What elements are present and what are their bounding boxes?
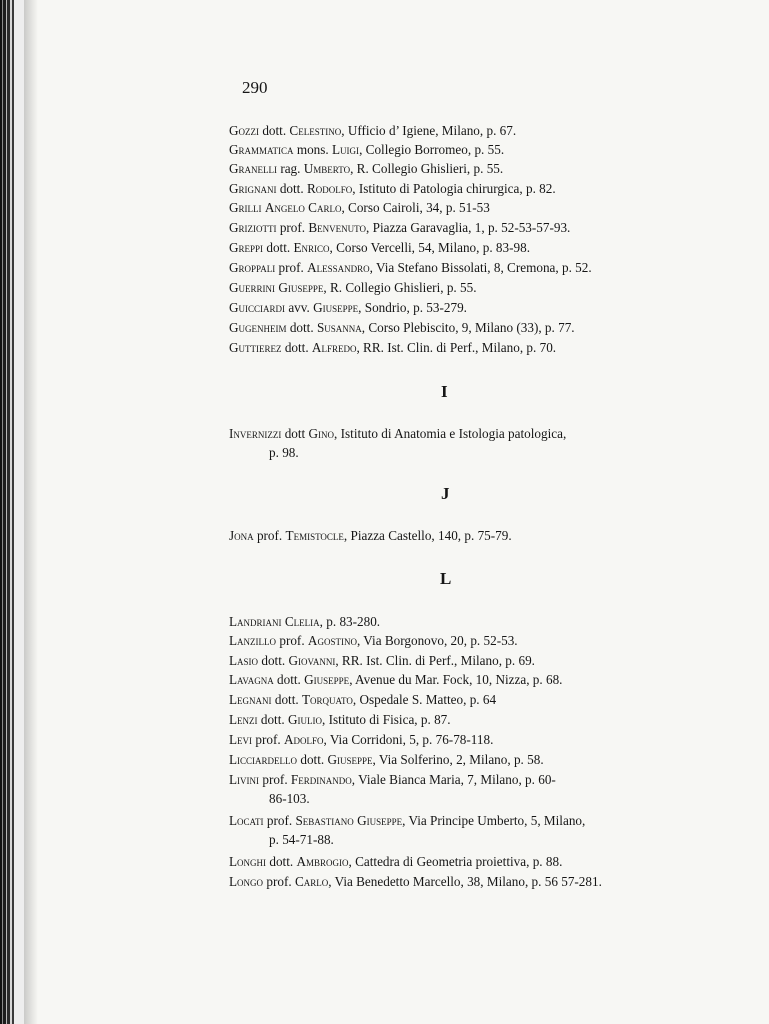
- index-entry: Lenzi dott. Giulio, Istituto di Fisica, p. 87.: [229, 712, 451, 727]
- index-entry: Guerrini Giuseppe, R. Collegio Ghislieri, p. 55.: [229, 280, 477, 295]
- index-entry: Guttierez dott. Alfredo, RR. Ist. Clin. di Perf., Milano, p. 70.: [229, 340, 557, 355]
- index-entry: Griziotti prof. Benvenuto, Piazza Garavaglia, 1, p. 52-53-57-93.: [229, 220, 571, 235]
- index-entry: Lavagna dott. Giuseppe, Avenue du Mar. Fock, 10, Nizza, p. 68.: [229, 672, 563, 687]
- index-entry: Grammatica mons. Luigi, Collegio Borromeo, p. 55.: [229, 142, 505, 157]
- index-entry: Legnani dott. Torquato, Ospedale S. Matteo, p. 64: [229, 692, 497, 707]
- section-heading: J: [441, 484, 450, 503]
- section-heading: L: [440, 569, 452, 588]
- index-entry: Greppi dott. Enrico, Corso Vercelli, 54, Milano, p. 83-98.: [229, 240, 530, 255]
- book-binding-edge: [0, 0, 24, 1024]
- index-entry: Licciardello dott. Giuseppe, Via Solferino, 2, Milano, p. 58.: [229, 752, 544, 767]
- index-entry: Jona prof. Temistocle, Piazza Castello, 140, p. 75-79.: [229, 528, 512, 543]
- index-entry: Gugenheim dott. Susanna, Corso Plebiscito, 9, Milano (33), p. 77.: [229, 320, 575, 335]
- index-entry: Groppali prof. Alessandro, Via Stefano Bissolati, 8, Cremona, p. 52.: [229, 260, 592, 275]
- index-entry: Lanzillo prof. Agostino, Via Borgonovo, 20, p. 52-53.: [229, 633, 518, 648]
- index-entry: Lasio dott. Giovanni, RR. Ist. Clin. di Perf., Milano, p. 69.: [229, 653, 535, 668]
- index-entry: Grignani dott. Rodolfo, Istituto di Patologia chirurgica, p. 82.: [229, 181, 556, 196]
- index-entry: Invernizzi dott Gino, Istituto di Anatomia e Istologia patologica, p. 98.: [229, 426, 567, 460]
- index-entry: Longo prof. Carlo, Via Benedetto Marcello, 38, Milano, p. 56 57-281.: [229, 874, 602, 889]
- index-entry: Granelli rag. Umberto, R. Collegio Ghislieri, p. 55.: [229, 161, 504, 176]
- index-entry: Guicciardi avv. Giuseppe, Sondrio, p. 53-279.: [229, 300, 467, 315]
- index-entry: Livini prof. Ferdinando, Viale Bianca Maria, 7, Milano, p. 60- 86-103.: [229, 772, 556, 806]
- index-entry: Longhi dott. Ambrogio, Cattedra di Geometria proiettiva, p. 88.: [229, 854, 563, 869]
- index-entry: Grilli Angelo Carlo, Corso Cairoli, 34, p. 51-53: [229, 200, 490, 215]
- section-heading: I: [441, 382, 448, 401]
- index-entry: Gozzi dott. Celestino, Ufficio d’ Igiene, Milano, p. 67.: [229, 123, 517, 138]
- index-entry: Levi prof. Adolfo, Via Corridoni, 5, p. 76-78-118.: [229, 732, 494, 747]
- page-number: 290: [242, 78, 268, 97]
- index-entry: Landriani Clelia, p. 83-280.: [229, 614, 381, 629]
- index-entry: Locati prof. Sebastiano Giuseppe, Via Principe Umberto, 5, Milano, p. 54-71-88.: [229, 813, 586, 847]
- binding-shadow: [24, 0, 38, 1024]
